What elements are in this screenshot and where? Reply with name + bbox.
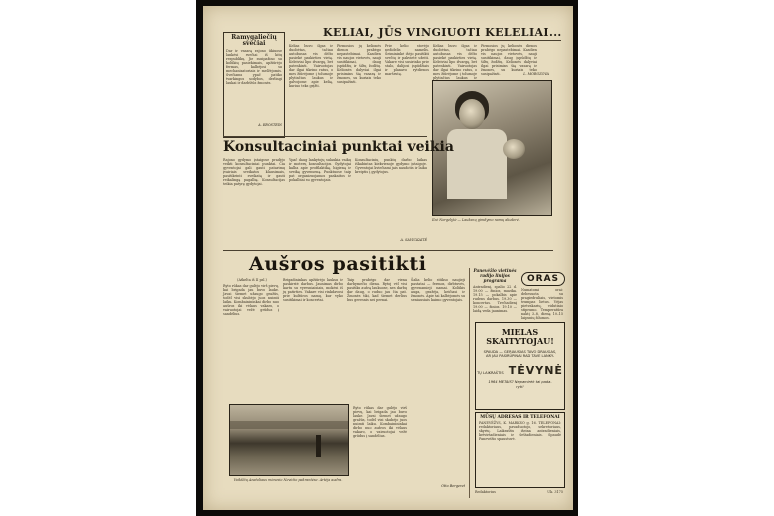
newspaper-page — [203, 6, 573, 510]
ausros-column-1: Ryto rūkas dar gulėjo virš pievų, kai brigada jau buvo lauke. Javai šiemet užaugo gražūs, todėl visi skubėjo juos nuimti laiku. Kombainininkai dirbo nuo aušros iki vėlaus vakaro, o vairuotojai vežė grūdus į sandėlius. — [223, 284, 279, 316]
boxed-article-signature: A. EBOSTEIN — [258, 123, 282, 127]
ad-small-1: SPAUDA — GERIAUSIAS TAVO DRAUGAS, — [483, 350, 557, 354]
consult-rule-top — [223, 136, 427, 137]
radio-program-body: Antradienį, spalio 22 d. 19.00 — žinios, muzika. 19.15 — pokalbis apie rudens darbus. 19.30 — koncertas. Trečiadienį 19.00 — žinios. 19.10 — laidą veda jaunimas. — [473, 285, 517, 313]
subscription-ad — [475, 322, 565, 410]
landscape-treeline — [230, 421, 348, 429]
ad-small-4: 1964 METAIS? Nepamirėk tai pada- — [488, 380, 552, 385]
top-column-5: Pirmosios jų kelionės dienos prabėgo nepastebimai. Kasdien vis naujos vietovės, nauji susitikimai, daug įspūdžių ir šiltų žodžių. Kelionės dalyviai ilgai prisimins šią vasarą ir žmones, su kuriais teko susipažinti. — [481, 44, 537, 76]
radio-title-2: radijo linijos — [480, 273, 510, 278]
ad-line-1: MIELAS — [501, 327, 539, 337]
consult-column-3: Konsultacinių punktų darbo laikas iškabintas kiekvienoje gydymo įstaigoje. Gyventojai kviečiami jais naudotis ir laiku kreiptis į gydytojus. — [355, 158, 427, 174]
oras-logo: ORAS — [521, 272, 565, 286]
ad-small-2: AR JAU PASIRŪPINAI RAD TAVE LANKY- — [485, 354, 555, 359]
boxed-article-title-1: Ramygaliečių — [231, 34, 277, 41]
top-column-3: Prie kelio stovėjo nedidelis namelis. Šeimininkė išėjo pasitikti svečių ir pakvietė užeiti. Vakare visi susirinko prie stalo, dalijosi įspūdžiais ir planavo rytdienos maršrutą. — [385, 44, 429, 76]
top-column-2: Pirmosios jų kelionės dienos prabėgo nepastebimai. Kasdien vis naujos vietovės, nauji susitikimai, daug įspūdžių ir šiltų žodžių. Kelionės dalyviai ilgai prisimins šią vasarą ir žmones, su kuriais teko susipažinti. — [337, 44, 381, 84]
ausros-column-3: Taip prabėgo dar viena darbymečio diena. Rytoj vėl visi pasitiks aušrą laukuose, nes darbų dar daug, o ruduo jau čia pat. Žmonės tiki, kad šiemet derlius bus geresnis nei pernai. — [347, 278, 407, 302]
ad-small-3: TŲ LAIKRAŠTIS — [477, 371, 504, 376]
boxed-article-body: Dar ir vasarą rajono ūkiuose lankėsi svečiai iš kitų respublikų. Jie susipažino su kolūkių pasiekimais, apžiūrėjo fermas, kalbėjosi su mechanizatoriais ir melžėjomis. Svečiams ypač patiko tvarkingos sodybos, derlingi laukai ir darbštūs žmonės. — [226, 49, 282, 85]
oras-forecast: Numatomi orai: debesuota su pragiedruliais, vietomis trumpas lietus. Vėjas pietvakarių, vidutinio stiprumo. Temperatūra naktį 3–8, dieną 10–15 laipsnių šilumos. — [521, 288, 563, 320]
ausros-column-5: Ryto rūkas dar gulėjo virš pievų, kai brigada jau buvo lauke. Javai šiemet užaugo gražūs, todėl visi skubėjo juos nuimti laiku. Kombainininkai dirbo nuo aušros iki vėlaus vakaro, o vairuotojai vežė grūdus į sandėlius. — [353, 406, 407, 438]
top-column-4: Kelias buvo ilgas ir duobėtas, tačiau autobusas vis dėlto pasiekė paskirties vietą. Keleiviai lipo išvargę, bet patenkinti. Vairuotojas dar ilgai tikrino ratus, o mes žiūrėjome į tolumoje plytinčius laukus ir — [433, 44, 477, 80]
photo-baby — [503, 139, 525, 159]
ausros-column-2: Brigadininkas apžiūrėjo laukus ir paskirstė darbus. Jaunimas dirbo kartu su vyresniaisiais, mokėsi iš jų patirties. Vakare visi rinkdavosi prie kultūros namų, kur vyko susitikimai ir koncertai. — [283, 278, 343, 302]
boxed-article — [223, 32, 285, 138]
landscape-figure — [316, 435, 321, 457]
top-right-signature: L. MOROZOVA — [523, 72, 549, 76]
editor-label: Redaktorius — [475, 490, 496, 494]
bottom-signature: Otto Bergeret — [441, 484, 465, 488]
photo-caption: Ilzė Norgelytė — Lauksnų gimdymo namų akušerė. — [432, 218, 520, 222]
photo-face — [459, 99, 485, 129]
ausros-rule-top — [223, 250, 553, 251]
radio-program — [473, 268, 517, 325]
radio-title-3: programa — [483, 278, 507, 283]
consult-headline: Konsultaciniai punktai veikia — [223, 139, 454, 155]
consult-column-1: Rajono gydymo įstaigose pradėjo veikti konsultaciniai punktai. Čia gyventojai gali gauti patarimų įvairiais sveikatos klausimais, pasitikrinti sveikatą ir gauti reikalingą pagalbą. Konsultacijas teikia patyrę gydytojai. — [223, 158, 285, 186]
address-body: PANEVĖŽYS, K. MARKSO g. 16. TELEFONAI: redaktoriaus, pavaduotojo, sekretoriaus, skyrių. Laikraštis išeina antradieniais, ketvirtadieniais ir šeštadieniais. Spaudė Panevėžio spaustuvė. — [479, 421, 561, 441]
ausros-subheading: (Atkelta iš II psl.) — [237, 278, 267, 282]
ad-small-5: ryti! — [516, 384, 524, 389]
address-title: MŪSŲ ADRESAS IR TELEFONAI — [480, 415, 560, 420]
radio-title-1: Panevėžio vietinės — [473, 268, 517, 273]
ad-line-2: SKAITYTOJAU! — [486, 336, 554, 346]
consult-column-2: Ypač daug lankytojų sulaukia vaikų ir moterų konsultacijos. Gydytojai kalba apie profilaktiką, higieną ir sveiką gyvenseną. Punktuose taip pat organizuojamos paskaitos ir pokalbiai su gyventojais. — [289, 158, 351, 182]
landscape-photo — [229, 404, 349, 476]
ausros-column-4: Šalia kelio stūkso naujieji pastatai — fermos, dirbtuvės, gyvenamieji namai. Kolūkis auga, gražėja, keičiasi ir žmonės. Apie tai kalbėjomės su seniausiais kaimo gyventojais. — [411, 278, 465, 302]
top-headline: KELIAI, JŪS VINGIUOTI KELELIAI... — [323, 26, 562, 39]
landscape-caption: Vaikščių Anatoliaus mėnesio Nevėžio pakrantėse. Artėja audra. — [233, 478, 343, 482]
boxed-article-title-2: svečiai — [242, 40, 266, 47]
top-column-1: Kelias buvo ilgas ir duobėtas, tačiau autobusas vis dėlto pasiekė paskirties vietą. Keleiviai lipo išvargę, bet patenkinti. Vairuotojas dar ilgai tikrino ratus, o mes žiūrėjome į tolumoje plytinčius laukus ir galvojome apie kelią, kuriuo teks grįžti. — [289, 44, 333, 88]
consult-signature: A. SAVICKAITĖ — [400, 238, 427, 242]
photo-coat — [447, 129, 507, 199]
right-column-divider — [469, 268, 470, 498]
ad-tevyne: TĖVYNĖ — [508, 364, 563, 378]
ad-tevyne-row — [476, 359, 564, 378]
issue-code: Uk. 3175 — [547, 490, 563, 494]
ausros-headline: Aušros pasitikti — [249, 253, 427, 275]
headline-rule — [291, 40, 561, 41]
address-box — [475, 412, 565, 488]
